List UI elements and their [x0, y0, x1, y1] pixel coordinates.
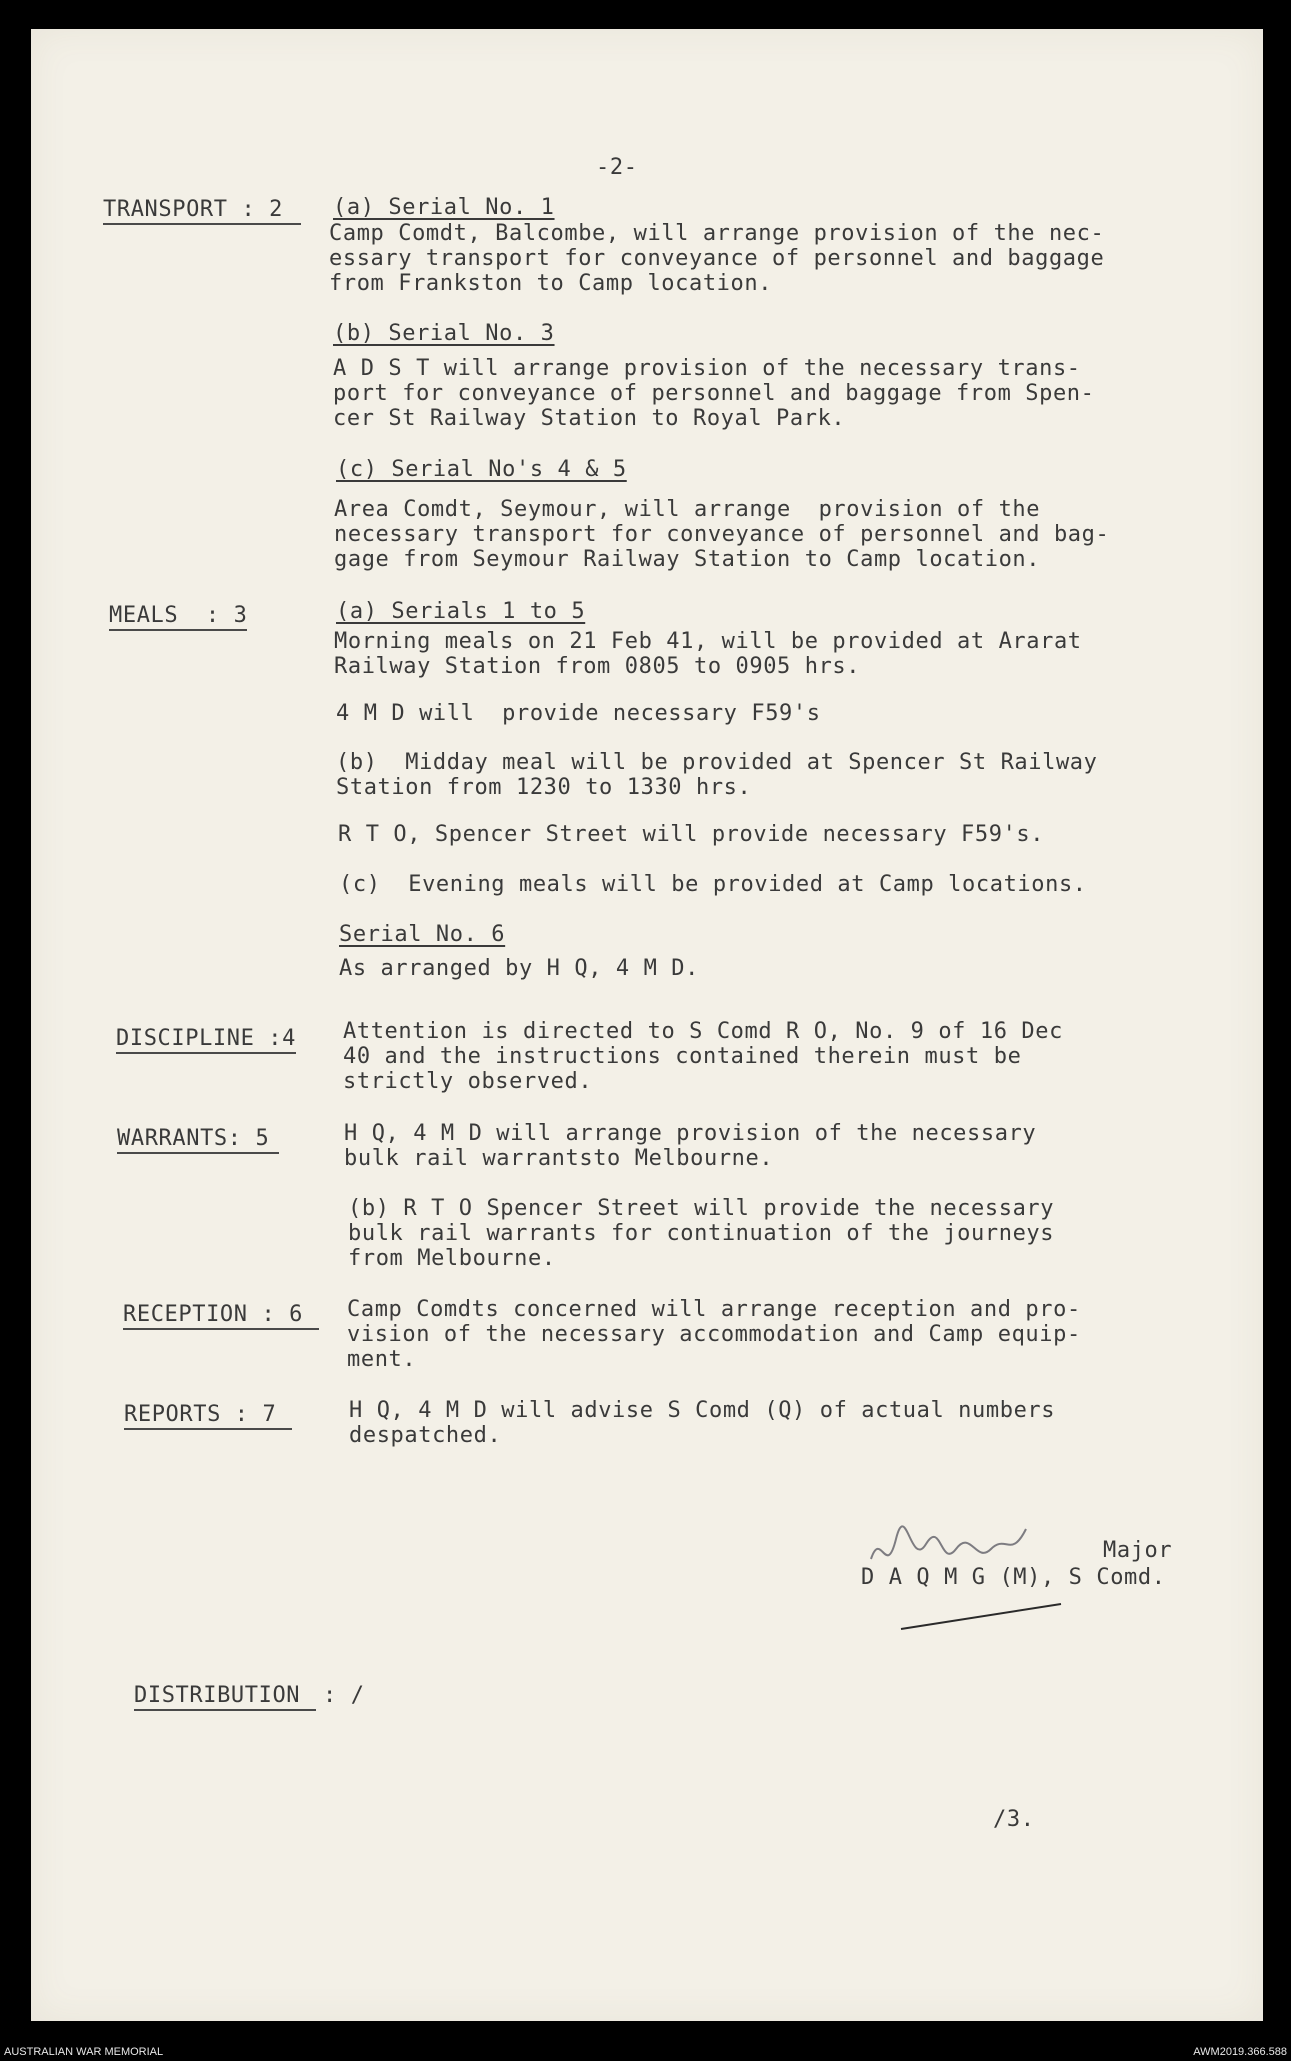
footer-right: AWM2019.366.588	[1193, 2046, 1287, 2058]
warrants-b-line: (b) R T O Spencer Street will provide the necessary	[348, 1196, 1055, 1221]
meals-serial6-line: As arranged by H Q, 4 M D.	[339, 956, 699, 981]
warrants-line: bulk rail warrantsto Melbourne.	[344, 1146, 774, 1171]
meals-heading-underline	[109, 629, 247, 631]
meals-heading: MEALS : 3	[109, 603, 248, 628]
reception-line: vision of the necessary accommodation and Camp equip-	[347, 1322, 1081, 1347]
transport-a-line: from Frankston to Camp location.	[329, 271, 773, 296]
transport-a-label: (a) Serial No. 1	[333, 195, 555, 220]
transport-c-line: gage from Seymour Railway Station to Camp location.	[334, 547, 1041, 572]
warrants-line: H Q, 4 M D will arrange provision of the necessary	[344, 1121, 1037, 1146]
reception-heading-underline	[123, 1328, 319, 1330]
warrants-b-line: bulk rail warrants for continuation of the journeys	[348, 1221, 1055, 1246]
transport-heading: TRANSPORT : 2	[103, 197, 283, 222]
document-page	[31, 29, 1263, 2021]
reports-heading: REPORTS : 7	[124, 1402, 277, 1427]
transport-a-line: Camp Comdt, Balcombe, will arrange provision of the nec-	[329, 221, 1105, 246]
meals-b-line: Station from 1230 to 1330 hrs.	[336, 775, 752, 800]
transport-b-label: (b) Serial No. 3	[333, 321, 555, 346]
reports-heading-underline	[124, 1428, 292, 1430]
meals-a-note: 4 M D will provide necessary F59's	[336, 701, 821, 726]
warrants-heading-underline	[117, 1152, 279, 1154]
next-page-marker: /3.	[993, 1807, 1035, 1832]
discipline-line: Attention is directed to S Comd R O, No. 9 of 16 Dec	[343, 1019, 1063, 1044]
discipline-heading-underline	[116, 1052, 296, 1054]
reception-heading: RECEPTION : 6	[123, 1302, 303, 1327]
transport-b-line: cer St Railway Station to Royal Park.	[333, 406, 846, 431]
page-number: -2-	[596, 155, 638, 180]
signature-title: D A Q M G (M), S Comd.	[861, 1565, 1166, 1590]
transport-a-line: essary transport for conveyance of personnel and baggage	[329, 246, 1105, 271]
reception-line: ment.	[347, 1347, 417, 1372]
transport-c-line: necessary transport for conveyance of personnel and bag-	[334, 522, 1110, 547]
meals-b-note: R T O, Spencer Street will provide necessary F59's.	[338, 822, 1045, 847]
discipline-line: 40 and the instructions contained therein must be	[343, 1044, 1022, 1069]
transport-c-label: (c) Serial No's 4 & 5	[336, 457, 627, 482]
meals-a-label: (a) Serials 1 to 5	[336, 599, 586, 624]
reception-line: Camp Comdts concerned will arrange reception and pro-	[347, 1297, 1081, 1322]
warrants-heading: WARRANTS: 5	[117, 1126, 270, 1151]
meals-a-line: Morning meals on 21 Feb 41, will be provided at Ararat	[334, 629, 1082, 654]
transport-b-line: A D S T will arrange provision of the necessary trans-	[333, 356, 1081, 381]
warrants-b-line: from Melbourne.	[348, 1246, 556, 1271]
distribution-label: DISTRIBUTION	[134, 1683, 301, 1708]
discipline-line: strictly observed.	[343, 1069, 593, 1094]
distribution-underline	[134, 1709, 316, 1711]
distribution-suffix: : /	[323, 1683, 365, 1708]
signature-rank: Major	[1103, 1538, 1173, 1563]
meals-serial6-label: Serial No. 6	[339, 922, 506, 947]
meals-a-line: Railway Station from 0805 to 0905 hrs.	[334, 654, 861, 679]
footer-left: AUSTRALIAN WAR MEMORIAL	[4, 2046, 164, 2058]
reports-line: despatched.	[349, 1423, 502, 1448]
transport-b-line: port for conveyance of personnel and baggage from Spen-	[333, 381, 1095, 406]
transport-c-line: Area Comdt, Seymour, will arrange provision of the	[334, 497, 1041, 522]
meals-b-line: (b) Midday meal will be provided at Spencer St Railway	[336, 750, 1098, 775]
meals-c-line: (c) Evening meals will be provided at Camp locations.	[339, 872, 1087, 897]
discipline-heading: DISCIPLINE :4	[116, 1026, 296, 1051]
reports-line: H Q, 4 M D will advise S Comd (Q) of actual numbers	[349, 1398, 1056, 1423]
transport-heading-underline	[103, 223, 301, 225]
